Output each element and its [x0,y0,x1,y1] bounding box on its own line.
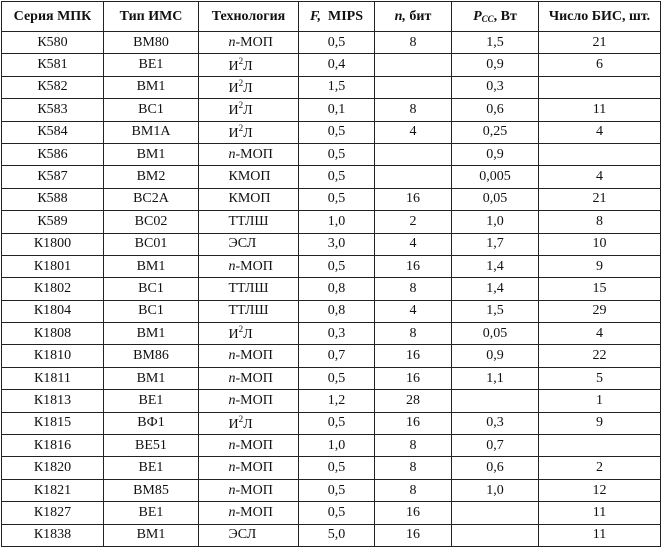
cell-count: 5 [539,367,661,389]
cell-series: К584 [2,121,104,143]
cell-count [539,435,661,457]
cell-tech [199,211,299,233]
cell-freq: 0,5 [299,32,375,54]
cell-freq: 0,5 [299,367,375,389]
cell-bits: 28 [375,390,452,412]
cell-tech-text: ЭСЛ [228,527,257,543]
cell-count: 4 [539,166,661,188]
cell-bits: 16 [375,412,452,434]
cell-count: 22 [539,345,661,367]
cell-bits [375,76,452,98]
cell-tech-text: n-МОП [228,348,273,364]
cell-type: ВЕ1 [104,54,199,76]
cell-power: 0,9 [452,143,539,165]
cell-bits [375,54,452,76]
cell-series: К1815 [2,412,104,434]
table-row [2,121,661,143]
table-row [2,278,661,300]
cell-tech [199,435,299,457]
cell-series: К1821 [2,479,104,501]
cell-tech-text: $И^2Л$ [228,413,253,432]
cell-bits: 2 [375,211,452,233]
table-row [2,188,661,210]
cell-tech-text: n-МОП [228,437,273,453]
cell-tech [199,255,299,277]
mpk-table [1,1,661,547]
cell-count [539,76,661,98]
table-row [2,255,661,277]
cell-freq: 0,5 [299,479,375,501]
cell-tech-text: $И^2Л$ [228,100,253,119]
cell-count: 9 [539,255,661,277]
cell-count: 11 [539,99,661,121]
cell-bits [375,166,452,188]
table-row [2,300,661,322]
cell-freq: 1,0 [299,435,375,457]
cell-tech-text: КМОП [228,169,271,185]
cell-bits: 4 [375,121,452,143]
cell-bits: 16 [375,255,452,277]
cell-freq: 0,5 [299,457,375,479]
cell-tech-text: $И^2Л$ [228,324,253,343]
cell-freq: 0,5 [299,412,375,434]
cell-power: 1,7 [452,233,539,255]
cell-freq: 0,5 [299,143,375,165]
cell-type: ВЕ1 [104,390,199,412]
cell-tech-text: $И^2Л$ [228,55,253,74]
cell-tech [199,233,299,255]
cell-freq: 0,5 [299,255,375,277]
cell-power: 1,0 [452,479,539,501]
cell-bits: 8 [375,457,452,479]
cell-bits: 16 [375,524,452,546]
cell-power: 0,9 [452,345,539,367]
cell-tech [199,76,299,98]
cell-series: К1808 [2,323,104,345]
cell-series: К1816 [2,435,104,457]
cell-bits: 8 [375,435,452,457]
cell-tech [199,32,299,54]
cell-type: ВС1 [104,278,199,300]
cell-series: К581 [2,54,104,76]
table-row [2,143,661,165]
cell-series: К582 [2,76,104,98]
cell-tech-text: ТТЛШ [228,213,269,229]
cell-tech-text: n-МОП [228,460,273,476]
cell-tech [199,188,299,210]
cell-bits: 4 [375,233,452,255]
cell-count: 8 [539,211,661,233]
table-row [2,435,661,457]
cell-tech-text: n-МОП [228,258,273,274]
cell-tech-text: n-МОП [228,370,273,386]
table-row [2,99,661,121]
cell-tech [199,300,299,322]
cell-tech [199,166,299,188]
cell-bits: 8 [375,323,452,345]
cell-power [452,390,539,412]
table-row [2,502,661,524]
cell-series: К1811 [2,367,104,389]
cell-series: К1827 [2,502,104,524]
cell-bits: 8 [375,99,452,121]
header-count: Число БИС, шт. [539,2,661,32]
table-row [2,367,661,389]
cell-tech-text: n-МОП [228,146,273,162]
cell-freq: 1,2 [299,390,375,412]
table-row [2,32,661,54]
cell-series: К1810 [2,345,104,367]
cell-series: К587 [2,166,104,188]
cell-tech-text: n-МОП [228,482,273,498]
cell-type: ВМ1 [104,524,199,546]
cell-freq: 0,5 [299,121,375,143]
cell-tech-text: КМОП [228,191,271,207]
cell-series: К1804 [2,300,104,322]
cell-series: К588 [2,188,104,210]
cell-type: ВС01 [104,233,199,255]
header-bits-unit: бит [409,8,432,24]
cell-count: 6 [539,54,661,76]
cell-power: 0,6 [452,457,539,479]
header-bits [375,2,452,32]
cell-bits: 4 [375,300,452,322]
cell-power: 1,1 [452,367,539,389]
header-power [452,2,539,32]
header-bits-symbol: n, [394,8,406,24]
header-power-symbol: P [473,8,482,24]
cell-series: К1802 [2,278,104,300]
cell-type: ВМ1 [104,143,199,165]
cell-power: 0,05 [452,323,539,345]
cell-series: К1838 [2,524,104,546]
cell-series: К586 [2,143,104,165]
cell-power: 0,6 [452,99,539,121]
table-row [2,233,661,255]
table-row [2,412,661,434]
cell-count: 21 [539,188,661,210]
cell-tech [199,323,299,345]
cell-tech [199,121,299,143]
cell-tech-text: $И^2Л$ [228,122,253,141]
cell-type: ВЕ51 [104,435,199,457]
cell-tech-text: ЭСЛ [228,236,257,252]
cell-tech [199,457,299,479]
cell-freq: 0,5 [299,188,375,210]
header-row [2,2,661,32]
cell-tech-text: n-МОП [228,504,273,520]
cell-freq: 5,0 [299,524,375,546]
cell-tech-text: $И^2Л$ [228,77,253,96]
cell-tech [199,479,299,501]
cell-freq: 0,7 [299,345,375,367]
cell-count [539,143,661,165]
cell-power: 1,4 [452,255,539,277]
cell-freq: 3,0 [299,233,375,255]
cell-power: 0,9 [452,54,539,76]
cell-freq: 0,4 [299,54,375,76]
cell-freq: 1,5 [299,76,375,98]
header-power-unit: , Вт [493,8,517,24]
cell-tech [199,54,299,76]
cell-tech [199,143,299,165]
cell-type: ВС1 [104,99,199,121]
cell-count: 4 [539,323,661,345]
cell-power: 0,3 [452,76,539,98]
cell-count: 15 [539,278,661,300]
cell-count: 4 [539,121,661,143]
cell-series: К583 [2,99,104,121]
cell-power: 1,5 [452,32,539,54]
table-row [2,345,661,367]
cell-bits: 16 [375,502,452,524]
cell-series: К1813 [2,390,104,412]
cell-tech [199,390,299,412]
cell-tech [199,502,299,524]
cell-tech [199,278,299,300]
cell-tech [199,412,299,434]
cell-type: ВМ1 [104,323,199,345]
cell-type: ВС1 [104,300,199,322]
cell-type: ВМ86 [104,345,199,367]
cell-bits [375,143,452,165]
cell-freq: 0,8 [299,300,375,322]
header-freq-symbol: F, [309,8,322,24]
cell-power: 1,0 [452,211,539,233]
cell-count: 11 [539,524,661,546]
cell-series: К1800 [2,233,104,255]
cell-power [452,502,539,524]
cell-freq: 0,1 [299,99,375,121]
cell-power: 0,005 [452,166,539,188]
cell-power [452,524,539,546]
cell-series: К580 [2,32,104,54]
cell-freq: 0,8 [299,278,375,300]
cell-freq: 1,0 [299,211,375,233]
cell-count: 11 [539,502,661,524]
cell-series: К1820 [2,457,104,479]
header-power-subscript: CC [481,13,494,24]
table-row [2,166,661,188]
cell-power: 0,25 [452,121,539,143]
cell-tech [199,524,299,546]
table-row [2,54,661,76]
cell-type: ВЕ1 [104,457,199,479]
cell-count: 21 [539,32,661,54]
table-row [2,524,661,546]
cell-count: 10 [539,233,661,255]
cell-series: К589 [2,211,104,233]
table-row [2,457,661,479]
table-row [2,323,661,345]
cell-type: ВЕ1 [104,502,199,524]
cell-type: ВМ1 [104,367,199,389]
cell-type: ВФ1 [104,412,199,434]
cell-power: 0,3 [452,412,539,434]
cell-count: 29 [539,300,661,322]
cell-tech-text: n-МОП [228,34,273,50]
cell-type: ВМ1А [104,121,199,143]
cell-power: 1,4 [452,278,539,300]
cell-type: ВМ85 [104,479,199,501]
cell-series: К1801 [2,255,104,277]
cell-tech-text: n-МОП [228,392,273,408]
header-freq-unit: MIPS [328,8,364,24]
cell-tech [199,345,299,367]
cell-bits: 8 [375,32,452,54]
cell-type: ВС02 [104,211,199,233]
cell-tech [199,367,299,389]
cell-count: 12 [539,479,661,501]
cell-freq: 0,5 [299,502,375,524]
cell-tech [199,99,299,121]
cell-count: 1 [539,390,661,412]
cell-bits: 8 [375,479,452,501]
cell-freq: 0,5 [299,166,375,188]
table-row [2,76,661,98]
cell-type: ВМ1 [104,76,199,98]
cell-bits: 16 [375,367,452,389]
cell-type: ВМ2 [104,166,199,188]
table-row [2,479,661,501]
cell-bits: 8 [375,278,452,300]
table-row [2,390,661,412]
table-row [2,211,661,233]
cell-bits: 16 [375,345,452,367]
cell-count: 2 [539,457,661,479]
cell-power: 0,7 [452,435,539,457]
cell-type: ВС2А [104,188,199,210]
cell-tech-text: ТТЛШ [228,280,269,296]
cell-power: 0,05 [452,188,539,210]
table-body [2,32,661,547]
cell-tech-text: ТТЛШ [228,303,269,319]
cell-power: 1,5 [452,300,539,322]
header-tech: Технология [199,2,299,32]
cell-freq: 0,3 [299,323,375,345]
cell-type: ВМ80 [104,32,199,54]
header-series: Серия МПК [2,2,104,32]
header-freq [299,2,375,32]
cell-type: ВМ1 [104,255,199,277]
header-type: Тип ИМС [104,2,199,32]
cell-bits: 16 [375,188,452,210]
cell-count: 9 [539,412,661,434]
